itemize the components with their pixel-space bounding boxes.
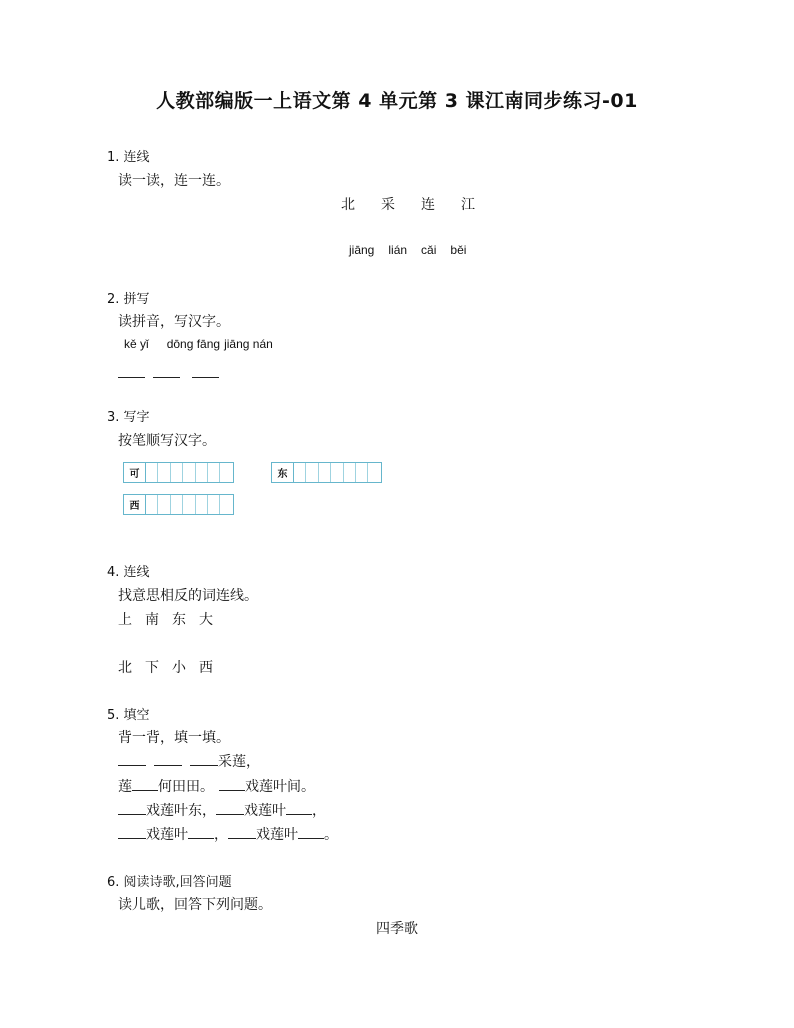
question-4-heading: 4. 连线 (107, 565, 150, 580)
question-1-character-row (341, 194, 475, 214)
writing-grid-dong[interactable] (271, 462, 382, 483)
pinyin-item: dōng fāng (166, 337, 221, 351)
question-2-instruction: 读拼音，写汉字。 (118, 314, 230, 330)
page-title: 人教部编版一上语文第 4 单元第 3 课江南同步练习-01 (156, 90, 638, 112)
poem-line-1 (118, 751, 260, 771)
answer-blank[interactable] (118, 365, 145, 378)
answer-blank[interactable] (219, 778, 245, 791)
answer-blank[interactable] (153, 365, 180, 378)
pinyin-item: jiāng nán (224, 337, 273, 351)
answer-blank[interactable] (228, 826, 256, 839)
word-item: 小 (172, 660, 186, 676)
character-item: 江 (461, 197, 475, 213)
poem-text: 戏莲叶间。 (245, 779, 315, 795)
answer-blank[interactable] (190, 753, 218, 766)
answer-blank[interactable] (154, 753, 182, 766)
question-3-heading: 3. 写字 (107, 410, 150, 425)
poem-text: 戏莲叶 (256, 827, 298, 843)
poem-text: 莲 (118, 779, 132, 795)
poem-text: 。 (324, 827, 338, 843)
character-item: 北 (341, 197, 355, 213)
question-3-instruction: 按笔顺写汉字。 (118, 433, 216, 449)
question-2-heading: 2. 拼写 (107, 292, 150, 307)
word-item: 大 (199, 612, 213, 628)
question-6-heading: 6. 阅读诗歌,回答问题 (107, 875, 232, 890)
word-item: 南 (145, 612, 159, 628)
pinyin-item: kě yǐ (124, 337, 149, 351)
model-character: 可 (124, 463, 146, 482)
word-item: 西 (199, 660, 213, 676)
poem-text: ， (214, 827, 228, 843)
poem-text: 何田田。 (158, 779, 214, 795)
question-1-heading: 1. 连线 (107, 150, 150, 165)
poem-title: 四季歌 (376, 921, 418, 937)
answer-blank[interactable] (216, 802, 244, 815)
answer-blank[interactable] (118, 826, 146, 839)
word-item: 北 (118, 660, 132, 676)
answer-blank[interactable] (118, 753, 146, 766)
poem-line-2 (118, 776, 315, 796)
pinyin-item: cǎi (421, 243, 437, 257)
question-5-heading: 5. 填空 (107, 708, 150, 723)
question-6-instruction: 读儿歌，回答下列问题。 (118, 897, 272, 913)
model-character: 东 (272, 463, 294, 482)
question-4-instruction: 找意思相反的词连线。 (118, 588, 258, 604)
word-item: 下 (145, 660, 159, 676)
poem-text: 戏莲叶东， (146, 803, 216, 819)
word-item: 上 (118, 612, 132, 628)
poem-text: 采莲， (218, 754, 260, 770)
poem-line-4 (118, 824, 338, 844)
writing-grid-ke[interactable] (123, 462, 234, 483)
question-1-instruction: 读一读，连一连。 (118, 173, 230, 189)
answer-blank[interactable] (132, 778, 158, 791)
answer-blank[interactable] (192, 365, 219, 378)
writing-grid-xi[interactable] (123, 494, 234, 515)
question-2-pinyin-row (124, 337, 273, 351)
question-4-top-row (118, 609, 213, 629)
character-item: 连 (421, 197, 435, 213)
answer-blank[interactable] (298, 826, 324, 839)
poem-line-3 (118, 800, 326, 820)
poem-text: 戏莲叶 (244, 803, 286, 819)
poem-text: 戏莲叶 (146, 827, 188, 843)
answer-blank[interactable] (286, 802, 312, 815)
question-5-instruction: 背一背，填一填。 (118, 730, 230, 746)
question-4-bottom-row (118, 657, 213, 677)
pinyin-item: lián (388, 243, 408, 257)
question-2-answer-blanks (118, 363, 219, 382)
pinyin-item: jiāng (349, 243, 375, 257)
answer-blank[interactable] (118, 802, 146, 815)
word-item: 东 (172, 612, 186, 628)
poem-text: ， (312, 803, 326, 819)
model-character: 西 (124, 495, 146, 514)
pinyin-item: běi (450, 243, 467, 257)
question-1-pinyin-row (349, 243, 466, 257)
answer-blank[interactable] (188, 826, 214, 839)
character-item: 采 (381, 197, 395, 213)
